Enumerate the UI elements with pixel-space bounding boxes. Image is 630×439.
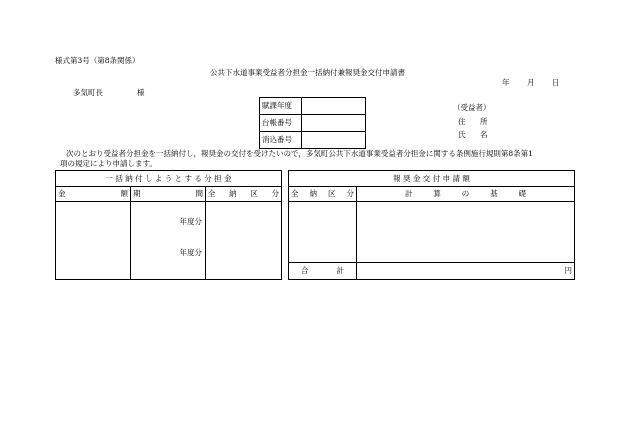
date-day: 日 bbox=[552, 78, 560, 87]
period-fiscal-year-2: 年度分 bbox=[179, 248, 202, 257]
column-period: 期 間 bbox=[131, 187, 206, 202]
body-text-line-1: 次のとおり受益者分担金を一括納付し，報奨金の交付を受けたいので，多気町公共下水道事業受益者分担金に関する条例施行規則第8条第1 bbox=[66, 149, 533, 158]
address-label-2: 所 bbox=[480, 117, 488, 126]
column-payment-category: 全 納 区 分 bbox=[289, 187, 357, 202]
address-label-1: 住 bbox=[458, 117, 466, 126]
reference-label: 台帳番号 bbox=[260, 115, 302, 132]
reference-row bbox=[260, 115, 366, 132]
name-label-2: 名 bbox=[480, 130, 488, 139]
reward-heading: 報 奨 金 交 付 申 請 額 bbox=[289, 171, 575, 187]
period-fiscal-year-1: 年度分 bbox=[179, 217, 202, 226]
form-title: 公共下水道事業受益者分担金一括納付兼報奨金交付申請書 bbox=[210, 68, 405, 77]
column-payment-category: 全 納 区 分 bbox=[206, 187, 282, 202]
reference-row bbox=[260, 98, 366, 115]
date-year: 年 bbox=[502, 78, 510, 87]
reward-total-row bbox=[289, 263, 575, 280]
reference-row bbox=[260, 132, 366, 149]
total-amount-cell[interactable] bbox=[357, 263, 575, 280]
payment-category-cell[interactable] bbox=[289, 202, 357, 263]
reference-value[interactable] bbox=[302, 98, 366, 115]
period-cell[interactable] bbox=[131, 202, 206, 280]
beneficiary-label: （受益者） bbox=[453, 103, 491, 112]
column-calculation-basis: 計 算 の 基 礎 bbox=[357, 187, 575, 202]
reference-box bbox=[259, 97, 366, 149]
payment-category-cell[interactable] bbox=[206, 202, 282, 280]
date-month: 月 bbox=[527, 78, 535, 87]
reward-data-row bbox=[289, 202, 575, 263]
reference-label: 賦課年度 bbox=[260, 98, 302, 115]
reward-heading-row bbox=[289, 171, 575, 187]
reference-label: 消込番号 bbox=[260, 132, 302, 149]
lump-sum-column-header-row bbox=[56, 187, 282, 202]
form-id: 様式第3号（第8条関係） bbox=[55, 56, 140, 65]
honorific: 様 bbox=[137, 88, 145, 97]
reward-column-header-row bbox=[289, 187, 575, 202]
lump-sum-data-row bbox=[56, 202, 282, 280]
addressee: 多気町長 bbox=[73, 88, 103, 97]
reference-value[interactable] bbox=[302, 132, 366, 149]
name-label-1: 氏 bbox=[458, 130, 466, 139]
amount-cell[interactable] bbox=[56, 202, 131, 280]
body-text-line-2: 項の規定により申請します。 bbox=[60, 159, 157, 168]
lump-sum-heading-row bbox=[56, 171, 282, 187]
total-label: 合 計 bbox=[289, 263, 357, 280]
reward-table bbox=[288, 170, 575, 280]
lump-sum-heading: 一 括 納 付 し よ う と す る 分 担 金 bbox=[56, 171, 282, 187]
reference-value[interactable] bbox=[302, 115, 366, 132]
column-amount: 金 額 bbox=[56, 187, 131, 202]
yen-unit: 円 bbox=[564, 266, 573, 276]
calculation-basis-cell[interactable] bbox=[357, 202, 575, 263]
lump-sum-table bbox=[55, 170, 282, 280]
